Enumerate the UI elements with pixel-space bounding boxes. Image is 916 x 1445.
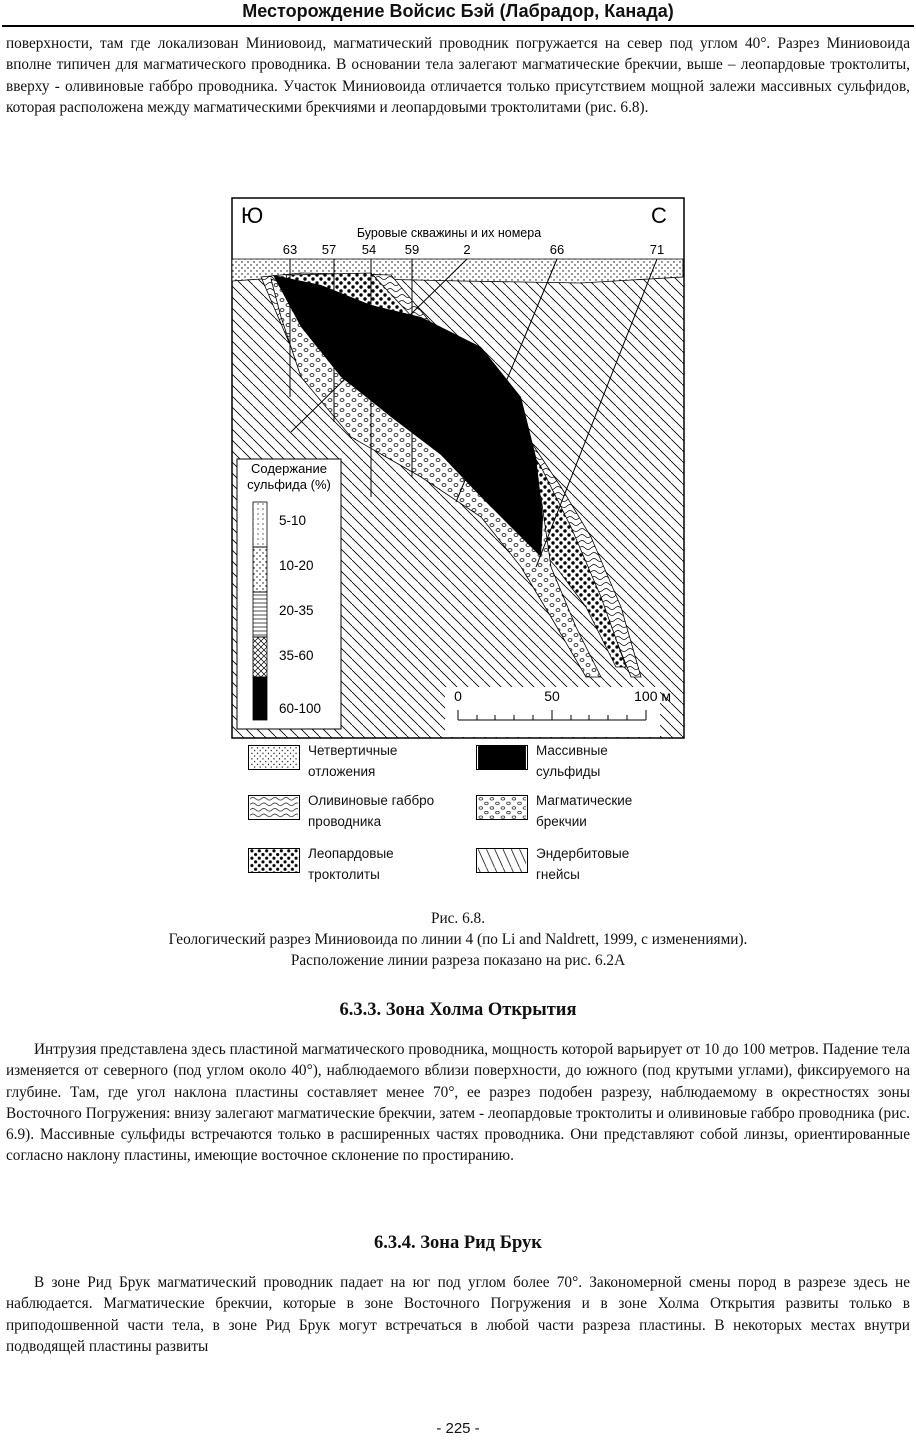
borehole-label-2: 2 — [463, 242, 471, 257]
sulfide-grade-35-60: 35-60 — [279, 648, 314, 663]
legend-item-quaternary — [248, 740, 458, 784]
page-number: - 225 - — [436, 1420, 480, 1437]
legend-label-quaternary: Четвертичные отложения — [308, 743, 398, 779]
running-header: Месторождение Войсис Бэй (Лабрадор, Канада) — [242, 1, 674, 21]
legend-label-magmatic-breccia: Магматические брекчии — [536, 793, 633, 829]
legend-label-enderbite-gneiss: Эндербитовые гнейсы — [536, 846, 630, 882]
enderbite-gneiss-swatch — [476, 848, 528, 873]
borehole-label-63: 63 — [282, 242, 298, 257]
borehole-label-54: 54 — [361, 242, 377, 257]
borehole-label-59: 59 — [404, 242, 420, 257]
massive-sulfides-swatch — [476, 745, 528, 770]
quaternary-swatch — [248, 745, 300, 770]
header-rule — [2, 25, 914, 27]
geological-section-figure — [231, 197, 685, 739]
legend-label-olivine-gabbro: Оливиновые габбро проводника — [308, 793, 435, 829]
sulfide-legend-title-2: сульфида (%) — [247, 477, 331, 492]
sulfide-legend-title-1: Содержание — [251, 461, 327, 476]
legend-item-massive-sulfides — [476, 740, 686, 784]
borehole-label-57: 57 — [321, 242, 337, 257]
legend-item-enderbite-gneiss — [476, 843, 686, 887]
legend-item-leopard-troctolite — [248, 843, 458, 887]
south-label: Ю — [241, 203, 264, 228]
borehole-label-66: 66 — [549, 242, 565, 257]
section-title-6-3-3: 6.3.3. Зона Холма Открытия — [339, 1000, 577, 1020]
sulfide-grade-60-100: 60-100 — [279, 701, 322, 716]
scale-label-0: 0 — [454, 688, 462, 704]
section-title-6-3-4: 6.3.4. Зона Рид Брук — [374, 1233, 542, 1253]
sulfide-grade-5-10: 5-10 — [279, 513, 307, 528]
magmatic-breccia-swatch — [476, 795, 528, 820]
legend-item-olivine-gabbro — [248, 790, 458, 834]
figure-caption-title: Геологический разрез Миниовоида по линии 4 (по Li and Naldrett, 1999, с изменениями). — [168, 931, 748, 948]
intro-paragraph: поверхности, там где локализован Миниовоид, магматический проводник погружается на север под углом 40°. Разрез Миниовоида вполне типичен для магматического проводника. В основании тела залегают магматические брекчии, выше – леопардовые троктолиты, вверху - оливиновые габбро проводника. Участок Миниовоида отличается только присутствием мощной залежи массивных сульфидов, которая расположена между магматическими брекчиями и леопардовыми троктолитами (рис. 6.8). — [6, 35, 910, 116]
sulfide-grade-20-35: 20-35 — [279, 603, 314, 618]
olivine-gabbro-swatch — [248, 795, 300, 820]
legend-label-leopard-troctolite: Леопардовые троктолиты — [308, 846, 394, 882]
north-label: С — [651, 203, 667, 228]
scale-label-50: 50 — [544, 688, 560, 704]
leopard-troctolite-swatch — [248, 848, 300, 873]
figure-caption-note: Расположение линии разреза показано на рис. 6.2А — [290, 952, 626, 969]
section-6-3-4-paragraph: В зоне Рид Брук магматический проводник падает на юг под углом более 70°. Закономерной смены пород в разрезе здесь не наблюдается. Магматические брекчии, которые в зоне Восточного Погружения и в зоне Холма Открытия развиты только в приподошвенной части тела, в зоне Рид Брук могут встречаться в любой части разреза пластины. В некоторых местах внутри подводящей пластины развиты — [6, 1274, 910, 1355]
figure-caption-number: Рис. 6.8. — [430, 910, 486, 927]
rock-legend — [248, 740, 678, 890]
sulfide-grade-10-20: 10-20 — [279, 558, 314, 573]
legend-item-magmatic-breccia — [476, 790, 686, 834]
borehole-label-71: 71 — [649, 242, 665, 257]
legend-label-massive-sulfides: Массивные сульфиды — [536, 743, 608, 779]
boreholes-title: Буровые скважины и их номера — [356, 226, 542, 240]
section-6-3-3-paragraph: Интрузия представлена здесь пластиной магматического проводника, мощность которой варьирует от 10 до 100 метров. Падение тела изменяется от северного (под углом около 40°), наблюдаемого вблизи поверхности, до южного (под крутыми углами), фиксируемого на глубине. Там, где угол наклона пластины составляет менее 70°, ее разрез подобен разрезу, наблюдаемому в окрестностях зоны Восточного Погружения: внизу залегают магматические брекчии, затем - леопардовые троктолиты и оливиновые габбро проводника (рис. 6.9). Массивные сульфиды встречаются только в расширенных частях проводника. Они представляют собой линзы, ориентированные согласно наклону пластины, имеющие восточное склонение по простиранию. — [6, 1041, 910, 1165]
scale-label-100: 100 м — [634, 688, 671, 704]
